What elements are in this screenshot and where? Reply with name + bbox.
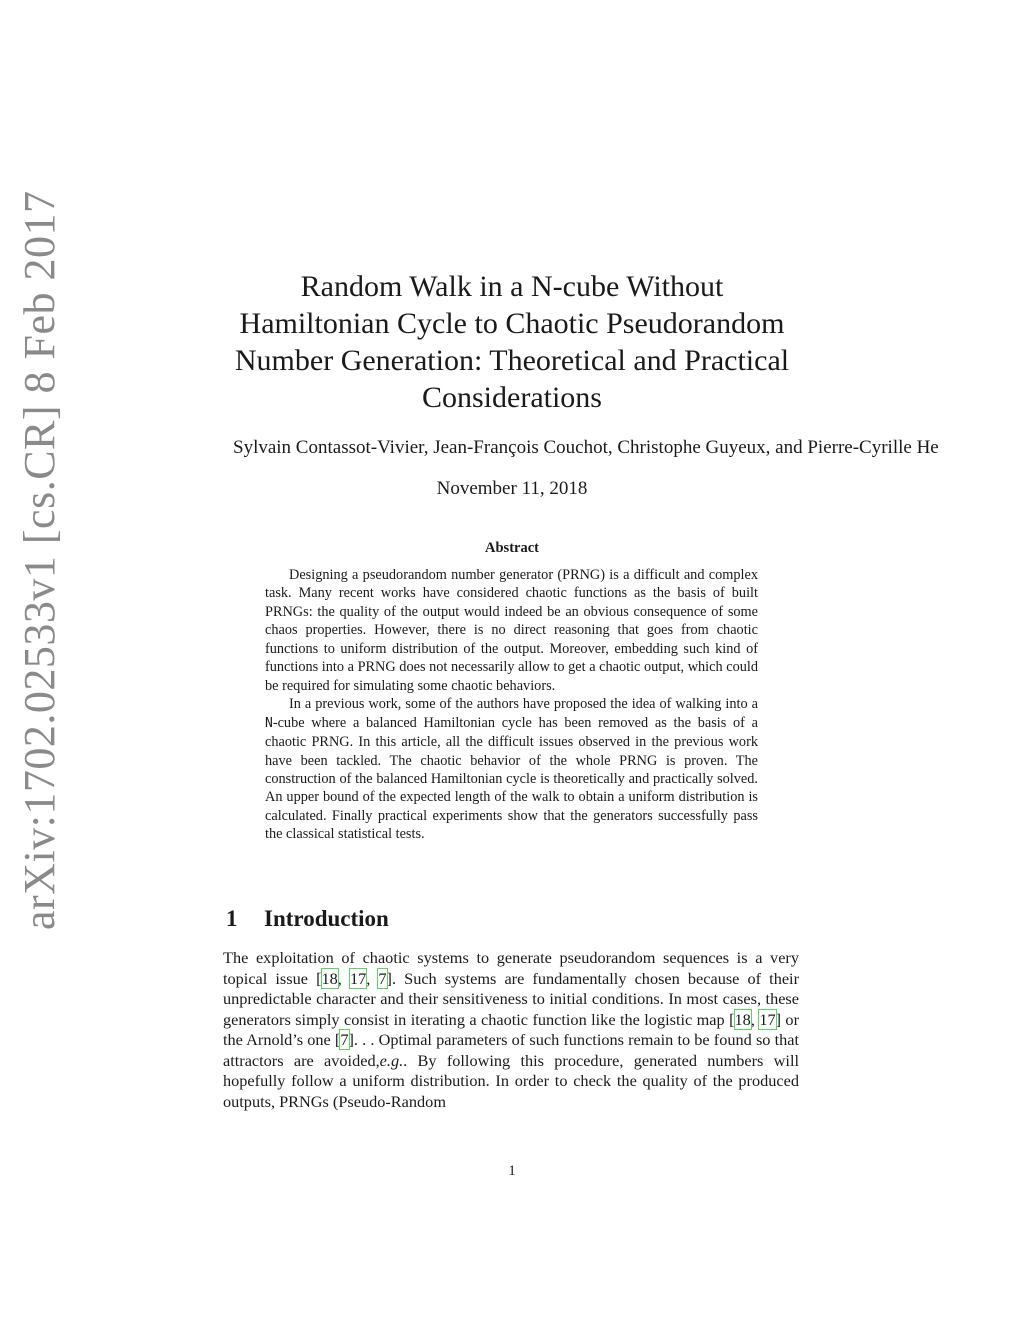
citation-separator: , (750, 1009, 760, 1029)
abstract-body (265, 566, 758, 844)
author-list: Sylvain Contassot-Vivier, Jean-François Couchot, Christophe Guyeux, and Pierre-Cyrille He (233, 437, 939, 458)
citation-link[interactable]: 17 (349, 968, 367, 988)
abstract-paragraph (265, 695, 758, 844)
intro-text: . By following this procedure, generated numbers will hopefully follow a uniform distribution. In order to check the quality of the produced outputs, PRNGs (Pseudo-Random (223, 1050, 799, 1111)
intro-text: ]. Such systems are fundamentally chosen because of their unpredictable character and their sensitiveness to initial conditions. In most cases, these generators simply consist in iterating a chaotic function like the logistic map [ (223, 968, 800, 1029)
citation-link[interactable]: 18 (321, 968, 338, 988)
intro-text: ] or the Arnold’s one [ (223, 1009, 799, 1049)
intro-text: The exploitation of chaotic systems to generate pseudorandom sequences is a very topical issue [ (223, 948, 799, 988)
citation-separator: , (337, 968, 350, 988)
arxiv-identifier-stamp: arXiv:1702.02533v1 [cs.CR] 8 Feb 2017 (15, 190, 64, 930)
introduction-paragraph (223, 948, 799, 1112)
citation-separator: , (366, 968, 379, 988)
eg-abbreviation: e.g. (379, 1050, 404, 1070)
abstract-heading: Abstract (485, 540, 539, 556)
title-line: Random Walk in a N-cube Without (300, 270, 724, 303)
section-number: 1 (226, 906, 238, 931)
title-line: Considerations (422, 381, 602, 414)
abstract-paragraph: Designing a pseudorandom number generator (PRNG) is a difficult and complex task. Many recent works have considered chaotic functions as the basis of built PRNGs: the quality of the output would indeed be an obvious consequence of some chaos properties. However, there is no direct reasoning that goes from chaotic functions to uniform distribution of the output. Moreover, embedding such kind of functions into a PRNG does not necessarily allow to get a chaotic output, which could be required for simulating some chaotic behaviors. (265, 567, 758, 694)
citation-link[interactable]: 18 (734, 1009, 751, 1029)
publication-date: November 11, 2018 (436, 478, 588, 499)
title-line: Number Generation: Theoretical and Practical (234, 344, 790, 377)
title-line: Hamiltonian Cycle to Chaotic Pseudorandom (239, 307, 785, 340)
citation-link[interactable]: 7 (378, 968, 387, 988)
intro-text: ]. . . Optimal parameters of such functions remain to be found so that attractors are avoided, (223, 1030, 799, 1070)
paper-title (215, 268, 809, 416)
citation-link[interactable]: 17 (759, 1009, 776, 1029)
abstract-text: In a previous work, some of the authors have proposed the idea of walking into a (289, 696, 758, 713)
n-symbol: N (265, 715, 273, 731)
page-number: 1 (508, 1163, 516, 1179)
section-title: Introduction (264, 906, 389, 931)
abstract-text: -cube where a balanced Hamiltonian cycle has been removed as the basis of a chaotic PRNG. In this article, all the difficult issues observed in the previous work have been tackled. The chaotic behavior of the whole PRNG is proven. The construction of the balanced Hamiltonian cycle is theoretically and practically solved. An upper bound of the expected length of the walk to obtain a uniform distribution is calculated. Finally practical experiments show that the generators successfully pass the classical statistical tests. (265, 714, 758, 843)
section-heading (226, 904, 389, 934)
citation-link[interactable]: 7 (340, 1030, 349, 1049)
